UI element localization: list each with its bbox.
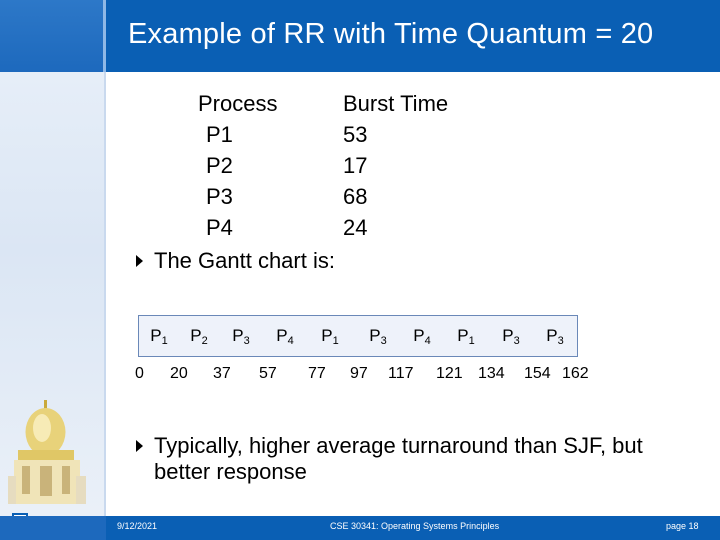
gantt-cell: $P_1$ (321, 326, 339, 347)
process-name: P2 (206, 153, 233, 178)
title-bar (0, 0, 720, 72)
header-process: Process (198, 91, 278, 116)
burst-time: 24 (343, 215, 368, 240)
header-burst-time: Burst Time (343, 91, 449, 116)
burst-time: 53 (343, 122, 368, 147)
gantt-chart (138, 315, 578, 357)
gantt-tick-label: 57 (259, 365, 277, 382)
bullet-text: The Gantt chart is: (154, 248, 335, 273)
burst-time: 17 (343, 153, 368, 178)
gantt-cell: $P_3$ (369, 326, 387, 347)
gantt-cell: $P_1$ (457, 326, 475, 347)
gantt-cell: $P_3$ (546, 326, 564, 347)
footer-date: 9/12/2021 (117, 521, 158, 531)
footer-bar (0, 516, 720, 540)
gantt-cell: $P_3$ (232, 326, 250, 347)
gantt-tick-label: 134 (478, 365, 505, 382)
gantt-tick-label: 77 (308, 365, 326, 382)
title-bar-left-panel (0, 0, 106, 72)
slide-title: Example of RR with Time Quantum = 20 (128, 18, 654, 50)
gantt-cell: $P_2$ (190, 326, 208, 347)
gantt-tick-label: 154 (524, 365, 551, 382)
bullet-text-line1: Typically, higher average turnaround than SJF, but (154, 433, 643, 458)
process-name: P4 (206, 215, 233, 240)
gantt-cell: $P_1$ (150, 326, 168, 347)
bullet-text-line2: better response (154, 459, 307, 484)
gantt-tick-label: 20 (170, 365, 188, 382)
gantt-tick-label: 97 (350, 365, 368, 382)
footer-left-panel (0, 516, 106, 540)
gantt-tick-label: 121 (436, 365, 463, 382)
gantt-cell: $P_4$ (413, 326, 431, 347)
gantt-tick-label: 0 (135, 365, 144, 382)
burst-time: 68 (343, 184, 368, 209)
gantt-cell: $P_3$ (502, 326, 520, 347)
gantt-tick-label: 162 (562, 365, 589, 382)
footer-page-number: page 18 (666, 521, 699, 531)
gantt-cell: $P_4$ (276, 326, 294, 347)
gantt-tick-label: 37 (213, 365, 231, 382)
bullet-arrow-icon (136, 440, 143, 452)
process-name: P1 (206, 122, 233, 147)
gantt-tick-label: 117 (388, 365, 414, 382)
bullet-arrow-icon (136, 255, 143, 267)
golden-dome-icon (4, 398, 104, 516)
process-name: P3 (206, 184, 233, 209)
footer-course: CSE 30341: Operating Systems Principles (330, 521, 500, 531)
